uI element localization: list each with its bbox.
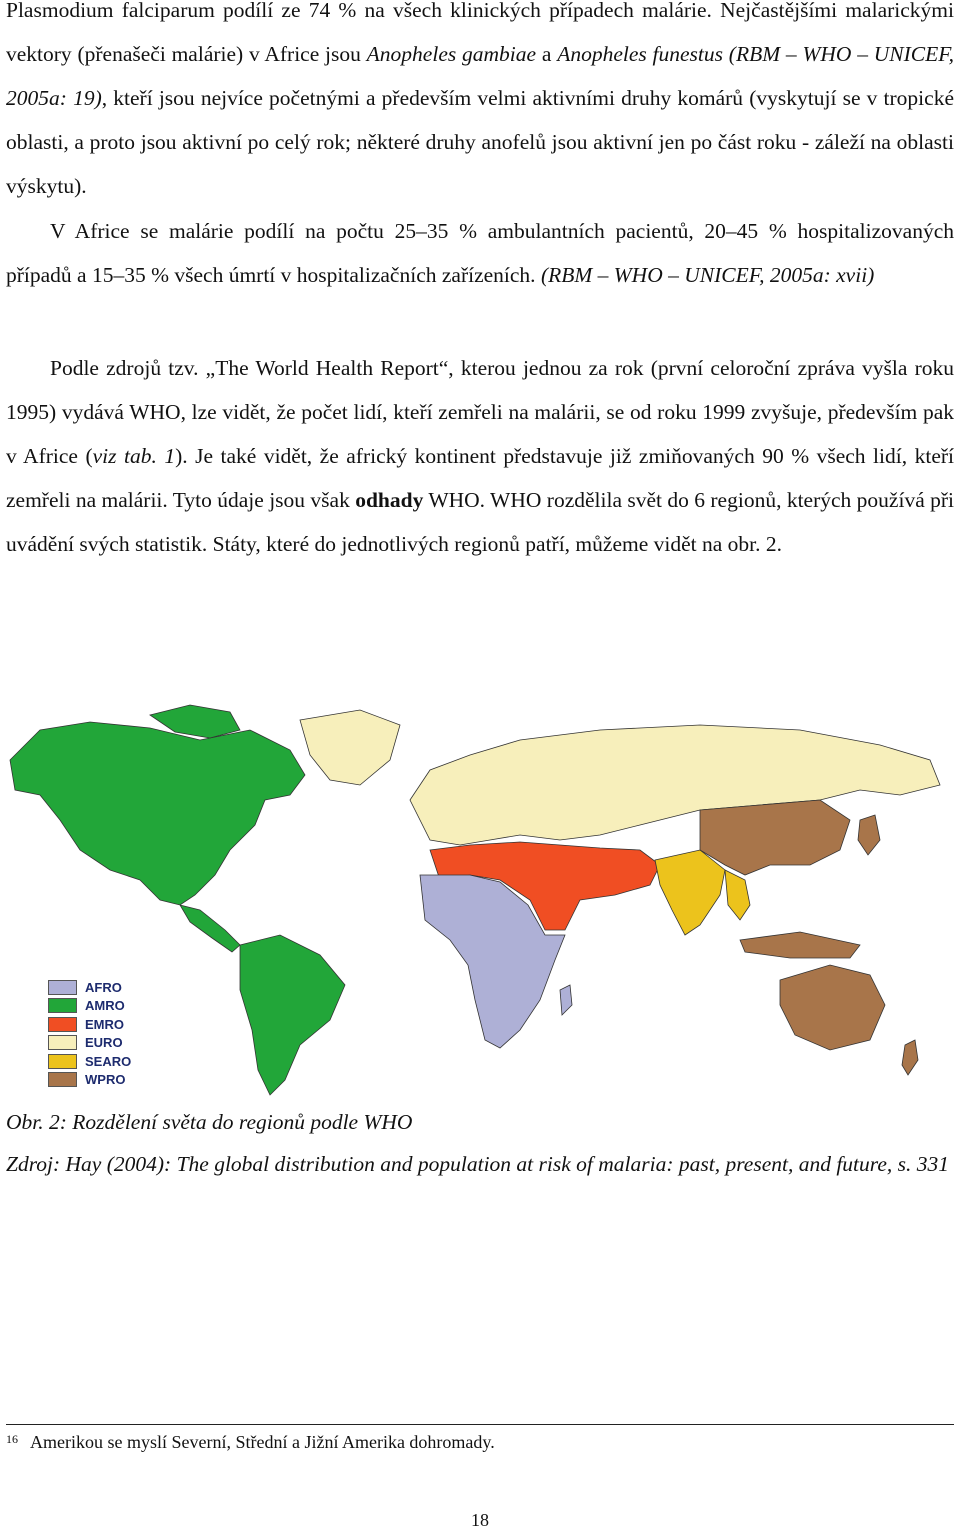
legend-label: EMRO [85, 1016, 124, 1032]
legend-swatch [48, 1035, 77, 1050]
legend-swatch [48, 1054, 77, 1069]
region-searo [655, 850, 725, 935]
legend-label: AFRO [85, 979, 122, 995]
region-wpro-indonesia [740, 932, 860, 958]
page-number: 18 [471, 1510, 489, 1530]
legend-label: AMRO [85, 998, 125, 1014]
paragraph-2: V Africe se malárie podílí na počtu 25–35 % ambulantních pacientů, 20–45 % hospitalizovaných případů a 15–35 % všech úmrtí v hospitalizačních zařízeních. (RBM – WHO – UNICEF, 2005a: xvii) [6, 219, 954, 287]
footnote-text: Amerikou se myslí Severní, Střední a Jižní Amerika dohromady. [30, 1432, 495, 1452]
legend-label: WPRO [85, 1072, 126, 1088]
legend-item [48, 978, 131, 997]
legend-swatch [48, 1072, 77, 1087]
legend-item [48, 1034, 131, 1053]
footnote-rule [6, 1424, 954, 1425]
region-south-america [240, 935, 345, 1095]
figure-source: Zdroj: Hay (2004): The global distribution and population at risk of malaria: past, present, and future, s. 331 [6, 1152, 950, 1176]
region-searo-east [725, 870, 750, 920]
legend-item [48, 1015, 131, 1034]
legend-item [48, 997, 131, 1016]
footnote-number: 16 [6, 1432, 18, 1446]
legend-item [48, 1071, 131, 1090]
region-central-america [180, 905, 240, 952]
legend-swatch [48, 980, 77, 995]
legend-swatch [48, 1017, 77, 1032]
paragraph-3: Podle zdrojů tzv. „The World Health Report“, kterou jednou za rok (první celoroční zpráva vyšla roku 1995) vydává WHO, lze vidět, že počet lidí, kteří zemřeli na malárii, se od roku 1999 zvyšuje, především pak v Africe (viz tab. 1). Je také vidět, že africký kontinent představuje již zmiňovaných 90 % všech lidí, kteří zemřeli na malárii. Tyto údaje jsou však odhady WHO. WHO rozdělila svět do 6 regionů, kterých používá při uvádění svých statistik. Státy, které do jednotlivých regionů patří, můžeme vidět na obr. 2. [6, 356, 955, 556]
legend-swatch [48, 998, 77, 1013]
region-wpro-australia [780, 965, 885, 1050]
region-wpro-nz [902, 1040, 918, 1075]
legend-label: SEARO [85, 1053, 132, 1069]
map-legend [48, 978, 131, 1089]
region-madagascar [560, 985, 572, 1015]
legend-label: EURO [85, 1035, 123, 1051]
region-wpro-japan [858, 815, 880, 855]
paragraph-1: Plasmodium falciparum podílí ze 74 % na všech klinických případech malárie. Nejčastějšími malarickými vektory (přenašeči malárie) v Africe jsou Anopheles gambiae a Anopheles funestus (RBM – WHO – UNICEF, 2005a: 19), kteří jsou nejvíce početnými a především velmi aktivními druhy komárů (vyskytují se v tropické oblasti, a proto jsou aktivní po celý rok; některé druhy anofelů jsou aktivní jen po část roku - záleží na oblasti výskytu). [6, 0, 954, 198]
world-map-illustration [0, 700, 960, 1100]
region-wpro-china [700, 800, 850, 875]
who-regions-map [0, 700, 960, 1100]
legend-item [48, 1052, 131, 1071]
region-greenland [300, 710, 400, 785]
footnote [6, 1432, 495, 1453]
region-north-america [10, 722, 305, 905]
figure-caption: Obr. 2: Rozdělení světa do regionů podle WHO [6, 1110, 413, 1134]
